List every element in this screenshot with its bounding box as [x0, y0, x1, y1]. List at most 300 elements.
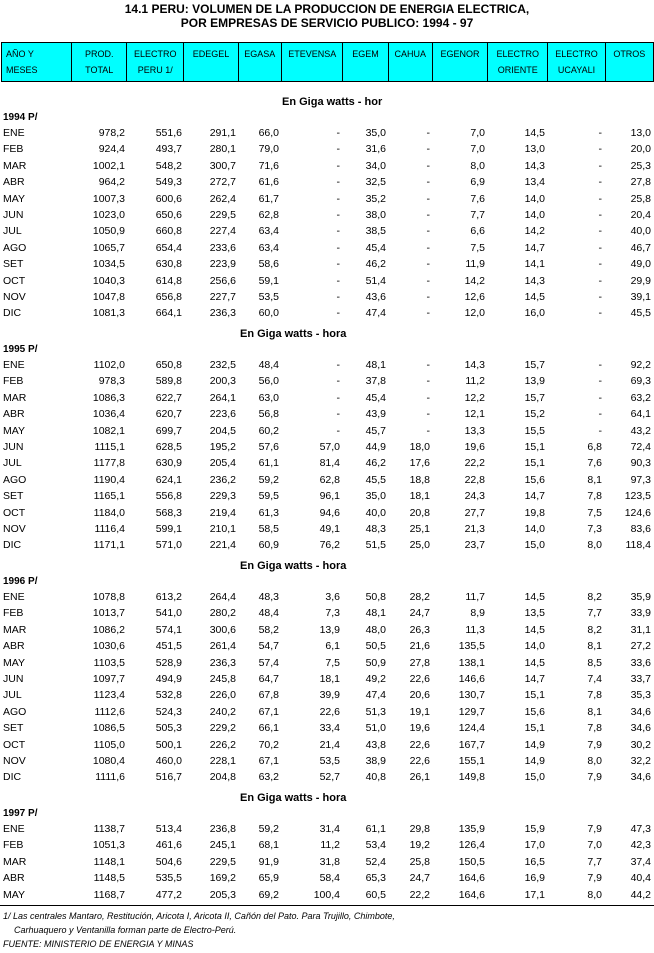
row-cell: 1051,3: [92, 839, 125, 852]
row-cell: 59,2: [258, 823, 279, 835]
table-row: [0, 258, 654, 274]
row-cell: 13,4: [524, 176, 545, 189]
row-cell: 20,0: [630, 143, 651, 156]
row-cell: 51,3: [365, 705, 386, 718]
row-cell: 1112,6: [94, 705, 125, 718]
row-month: MAR: [3, 391, 27, 404]
row-cell: 654,4: [155, 241, 182, 254]
table-row: [0, 291, 654, 307]
row-cell: 7,0: [587, 839, 602, 852]
row-cell: 45,7: [365, 424, 386, 437]
row-cell: 15,0: [524, 539, 545, 552]
row-cell: 90,3: [630, 457, 651, 470]
column-header-line2: TOTAL: [85, 65, 114, 75]
table-row: [0, 359, 654, 375]
row-cell: 11,9: [465, 258, 485, 271]
row-cell: 13,9: [319, 623, 340, 636]
row-cell: 21,3: [464, 523, 485, 535]
row-cell: 34,0: [365, 159, 386, 172]
column-header-line2: PERU 1/: [137, 65, 173, 75]
row-cell: 204,5: [209, 424, 236, 437]
row-cell: 7,7: [470, 209, 485, 221]
row-cell: -: [336, 391, 340, 404]
row-cell: 53,5: [319, 755, 340, 767]
table-row: [0, 143, 654, 159]
row-cell: 43,9: [365, 408, 386, 421]
row-cell: 1148,1: [93, 855, 125, 868]
row-cell: 60,2: [258, 424, 279, 437]
row-cell: 70,2: [258, 738, 279, 751]
row-cell: 7,9: [587, 872, 602, 885]
row-cell: 16,0: [524, 307, 545, 320]
row-cell: 548,2: [155, 159, 182, 172]
row-cell: -: [336, 375, 340, 388]
row-cell: 7,9: [587, 823, 602, 835]
row-cell: 7,5: [470, 241, 485, 254]
table-row: [0, 523, 654, 539]
column-header-row: [1, 42, 654, 82]
row-cell: 63,2: [630, 391, 651, 404]
row-cell: 29,8: [409, 823, 430, 835]
row-cell: 48,1: [365, 359, 386, 371]
row-cell: 63,4: [258, 241, 279, 254]
row-cell: 1105,0: [93, 738, 125, 751]
row-cell: 13,3: [464, 424, 485, 437]
row-cell: -: [426, 359, 430, 371]
row-month: MAY: [3, 656, 25, 669]
section-year-label: 1996 P/: [3, 576, 38, 587]
row-cell: 35,9: [630, 591, 651, 603]
row-cell: 6,1: [325, 640, 340, 653]
row-cell: 26,1: [409, 771, 430, 784]
row-month: ENE: [3, 823, 25, 835]
row-cell: 24,7: [409, 872, 430, 885]
column-header: [488, 43, 548, 82]
table-row: [0, 591, 654, 607]
row-cell: 620,7: [155, 408, 182, 421]
row-month: NOV: [3, 755, 26, 767]
row-cell: 64,1: [630, 408, 651, 421]
row-cell: -: [336, 274, 340, 287]
row-month: NOV: [3, 291, 26, 303]
row-cell: 7,9: [587, 738, 602, 751]
table-row: [0, 624, 654, 640]
row-cell: 48,3: [258, 591, 279, 603]
row-cell: 656,8: [155, 291, 182, 303]
row-cell: 8,2: [587, 591, 602, 603]
row-cell: -: [426, 391, 430, 404]
row-cell: 7,7: [587, 607, 602, 620]
row-cell: 25,1: [409, 523, 430, 535]
row-cell: 12,6: [464, 291, 485, 303]
row-cell: 17,1: [524, 888, 545, 901]
row-cell: 39,9: [319, 689, 340, 702]
row-cell: 13,0: [630, 127, 651, 139]
row-month: ABR: [3, 872, 25, 885]
row-cell: 14,0: [524, 209, 545, 221]
row-cell: 6,9: [470, 176, 485, 189]
row-cell: 19,6: [464, 441, 485, 453]
column-header: [184, 43, 238, 82]
row-cell: 22,6: [409, 673, 430, 685]
row-cell: 60,5: [365, 888, 386, 901]
table-row: [0, 490, 654, 506]
row-cell: 219,4: [209, 506, 236, 519]
row-cell: 23,7: [464, 539, 485, 552]
row-cell: 49,2: [365, 673, 386, 685]
row-cell: -: [426, 241, 430, 254]
row-cell: 27,8: [409, 656, 430, 669]
row-cell: 15,5: [524, 424, 545, 437]
row-cell: 7,0: [470, 127, 485, 139]
row-cell: 650,6: [155, 209, 182, 221]
column-header: [72, 43, 127, 82]
row-month: ENE: [3, 591, 25, 603]
row-cell: 14,9: [524, 755, 545, 767]
row-cell: 7,9: [587, 771, 602, 784]
row-cell: 68,1: [258, 839, 279, 852]
row-cell: 624,1: [155, 473, 182, 486]
row-cell: 31,4: [319, 823, 340, 835]
row-cell: 14,2: [464, 274, 485, 287]
row-cell: 513,4: [155, 823, 182, 835]
row-cell: 599,1: [155, 523, 182, 535]
row-cell: 15,2: [524, 408, 545, 421]
row-cell: 541,0: [155, 607, 182, 620]
column-header: [548, 43, 605, 82]
table-row: [0, 457, 654, 473]
table-row: [0, 673, 654, 689]
row-cell: 528,9: [155, 656, 182, 669]
row-cell: 14,5: [524, 623, 545, 636]
table-row: [0, 209, 654, 225]
row-cell: 167,7: [458, 738, 485, 751]
column-header-line1: CAHUA: [394, 49, 426, 59]
row-month: SET: [3, 722, 24, 735]
row-month: OCT: [3, 506, 26, 519]
row-cell: 118,4: [625, 539, 651, 552]
row-cell: -: [336, 159, 340, 172]
row-cell: 126,4: [458, 839, 485, 852]
row-cell: -: [336, 424, 340, 437]
row-month: FEB: [3, 143, 24, 156]
row-month: AGO: [3, 473, 27, 486]
row-cell: 14,5: [524, 656, 545, 669]
row-cell: 46,2: [365, 258, 386, 271]
row-cell: 7,8: [587, 490, 602, 503]
row-cell: 15,7: [524, 391, 545, 404]
row-cell: -: [336, 127, 340, 139]
row-cell: 97,3: [630, 473, 651, 486]
row-cell: 124,4: [458, 722, 485, 735]
row-month: FEB: [3, 607, 24, 620]
row-cell: 8,5: [587, 656, 602, 669]
row-cell: -: [426, 225, 430, 238]
row-cell: 27,8: [630, 176, 651, 189]
column-header-line1: ELECTRO: [133, 49, 177, 59]
row-cell: 45,5: [365, 473, 386, 486]
row-cell: 8,2: [587, 623, 602, 636]
row-cell: 261,4: [209, 640, 236, 653]
row-cell: 14,7: [524, 673, 545, 685]
row-month: DIC: [3, 307, 22, 320]
row-cell: 660,8: [155, 225, 182, 238]
row-cell: -: [426, 307, 430, 320]
row-cell: 46,7: [630, 241, 651, 254]
row-cell: 56,0: [258, 375, 279, 388]
row-cell: 664,1: [155, 307, 182, 320]
row-cell: 50,8: [365, 591, 386, 603]
row-cell: 227,7: [209, 291, 236, 303]
column-header-line1: OTROS: [613, 49, 646, 59]
row-cell: 20,6: [409, 689, 430, 702]
row-cell: -: [598, 209, 602, 221]
row-cell: 81,4: [319, 457, 340, 470]
row-cell: 15,9: [524, 823, 545, 835]
row-cell: 57,0: [319, 441, 340, 453]
row-cell: 8,1: [587, 640, 602, 653]
row-cell: -: [336, 408, 340, 421]
row-cell: -: [426, 408, 430, 421]
row-cell: 38,5: [365, 225, 386, 238]
row-cell: 22,8: [464, 473, 485, 486]
table-row: [0, 176, 654, 192]
row-cell: 72,4: [630, 441, 651, 453]
row-cell: 226,2: [209, 738, 236, 751]
row-cell: 53,5: [258, 291, 279, 303]
row-cell: 1102,0: [93, 359, 125, 371]
row-cell: 135,5: [458, 640, 485, 653]
row-cell: 69,3: [630, 375, 651, 388]
row-cell: 52,7: [319, 771, 340, 784]
row-cell: 130,7: [458, 689, 485, 702]
row-cell: -: [598, 375, 602, 388]
column-header: [343, 43, 388, 82]
row-cell: 16,5: [524, 855, 545, 868]
row-cell: 556,8: [155, 490, 182, 503]
row-cell: 62,8: [319, 473, 340, 486]
title-line-1: 14.1 PERU: VOLUMEN DE LA PRODUCCION DE ENERGIA ELECTRICA,: [124, 2, 530, 16]
row-month: FEB: [3, 839, 24, 852]
row-cell: 1177,8: [93, 457, 125, 470]
row-cell: 7,8: [587, 722, 602, 735]
row-cell: 12,2: [464, 391, 485, 404]
row-cell: 49,0: [630, 258, 651, 271]
row-cell: 14,1: [524, 258, 545, 271]
table-row: [0, 856, 654, 872]
column-header: [388, 43, 432, 82]
row-cell: 61,3: [258, 506, 279, 519]
row-cell: 8,1: [587, 473, 602, 486]
row-cell: 1138,7: [93, 823, 125, 835]
row-cell: 7,3: [587, 523, 602, 535]
row-cell: -: [598, 225, 602, 238]
row-cell: 8,0: [587, 539, 602, 552]
row-cell: 45,5: [630, 307, 651, 320]
table-row: [0, 823, 654, 839]
row-cell: -: [426, 143, 430, 156]
row-cell: 300,7: [209, 159, 236, 172]
row-cell: 67,8: [258, 689, 279, 702]
row-cell: 630,8: [155, 258, 182, 271]
row-cell: 1081,3: [92, 307, 125, 320]
row-cell: 32,2: [630, 755, 651, 767]
row-month: NOV: [3, 523, 26, 535]
table-row: [0, 657, 654, 673]
row-cell: 280,2: [209, 607, 236, 620]
row-cell: 40,0: [365, 506, 386, 519]
table-row: [0, 375, 654, 391]
row-cell: 613,2: [155, 591, 182, 603]
row-month: JUN: [3, 209, 24, 221]
row-cell: 14,9: [524, 738, 545, 751]
row-cell: 20,8: [409, 506, 430, 519]
row-cell: 524,3: [155, 705, 182, 718]
row-cell: 59,1: [258, 274, 279, 287]
row-cell: 272,7: [209, 176, 236, 189]
row-cell: 63,0: [258, 391, 279, 404]
row-cell: 20,4: [630, 209, 651, 221]
row-cell: 614,8: [155, 274, 182, 287]
row-cell: -: [598, 424, 602, 437]
row-cell: -: [598, 274, 602, 287]
row-cell: 1168,7: [93, 888, 125, 901]
row-cell: 35,2: [365, 192, 386, 205]
row-cell: 67,1: [258, 705, 279, 718]
row-cell: 67,1: [258, 755, 279, 767]
row-cell: -: [336, 225, 340, 238]
row-cell: 45,4: [365, 241, 386, 254]
row-cell: 14,3: [524, 274, 545, 287]
row-cell: 1047,8: [92, 291, 125, 303]
section-unit-label: En Giga watts - hor: [282, 96, 383, 108]
row-cell: 1030,6: [92, 640, 125, 653]
row-cell: 477,2: [155, 888, 182, 901]
row-cell: 46,2: [365, 457, 386, 470]
row-cell: 14,5: [524, 291, 545, 303]
column-header-line1: EGASA: [244, 49, 276, 59]
row-month: AGO: [3, 241, 27, 254]
row-month: MAR: [3, 855, 27, 868]
row-cell: 229,5: [209, 855, 236, 868]
row-cell: 33,7: [630, 673, 651, 685]
row-cell: 461,6: [155, 839, 182, 852]
row-cell: 58,2: [258, 623, 279, 636]
row-cell: 1086,3: [92, 391, 125, 404]
row-cell: 1165,1: [93, 490, 125, 503]
row-cell: 15,1: [524, 441, 545, 453]
row-cell: 37,4: [630, 855, 651, 868]
row-cell: -: [336, 291, 340, 303]
row-cell: 8,9: [470, 607, 485, 620]
row-cell: 505,3: [155, 722, 182, 735]
row-cell: 25,3: [630, 159, 651, 172]
row-cell: 7,0: [470, 143, 485, 156]
row-cell: 61,7: [258, 192, 279, 205]
row-cell: 300,6: [209, 623, 236, 636]
row-month: JUL: [3, 225, 22, 238]
row-cell: 61,6: [258, 176, 279, 189]
footnote-2: Carhuaquero y Ventanilla forman parte de Electro-Perú.: [14, 925, 237, 935]
row-cell: 232,5: [209, 359, 236, 371]
row-cell: 25,0: [409, 539, 430, 552]
row-month: ABR: [3, 640, 25, 653]
row-cell: -: [426, 192, 430, 205]
row-cell: 47,4: [365, 307, 386, 320]
row-cell: 76,2: [319, 539, 340, 552]
row-cell: 34,6: [630, 705, 651, 718]
row-cell: 129,7: [458, 705, 485, 718]
table-row: [0, 722, 654, 738]
table-row: [0, 507, 654, 523]
row-cell: 1036,4: [92, 408, 125, 421]
row-cell: 13,5: [524, 607, 545, 620]
row-cell: 628,5: [155, 441, 182, 453]
row-cell: 63,4: [258, 225, 279, 238]
table-row: [0, 771, 654, 787]
row-cell: 15,1: [524, 689, 545, 702]
row-cell: 226,0: [209, 689, 236, 702]
row-cell: 66,0: [258, 127, 279, 139]
row-cell: 47,4: [365, 689, 386, 702]
row-cell: -: [598, 192, 602, 205]
column-header-line1: ELECTRO: [496, 49, 540, 59]
row-cell: 54,7: [258, 640, 279, 653]
row-cell: 14,3: [524, 159, 545, 172]
row-cell: 58,5: [258, 523, 279, 535]
row-cell: 1111,6: [95, 771, 125, 784]
row-cell: 978,2: [98, 127, 125, 139]
row-cell: 59,2: [258, 473, 279, 486]
row-cell: 1007,3: [92, 192, 125, 205]
row-cell: 71,6: [258, 159, 279, 172]
row-cell: -: [426, 258, 430, 271]
row-cell: 233,6: [209, 241, 236, 254]
row-cell: 630,9: [155, 457, 182, 470]
row-cell: 38,0: [365, 209, 386, 221]
row-month: DIC: [3, 539, 22, 552]
section-unit-label: En Giga watts - hora: [240, 560, 347, 572]
column-header: [605, 43, 653, 82]
row-cell: 1184,0: [93, 506, 125, 519]
row-cell: 1086,2: [92, 623, 125, 636]
row-cell: -: [426, 127, 430, 139]
row-cell: 51,5: [365, 539, 386, 552]
column-header: [238, 43, 281, 82]
row-cell: 1148,5: [93, 872, 125, 885]
row-cell: -: [336, 176, 340, 189]
row-cell: 236,3: [209, 307, 236, 320]
row-cell: 13,0: [524, 143, 545, 156]
column-header: [2, 43, 72, 82]
row-cell: 291,1: [209, 127, 236, 139]
row-month: SET: [3, 490, 24, 503]
row-cell: 60,0: [258, 307, 279, 320]
row-cell: 146,6: [458, 673, 485, 685]
row-cell: 59,5: [258, 490, 279, 503]
table-row: [0, 755, 654, 771]
row-cell: 21,6: [409, 640, 430, 653]
row-cell: 11,2: [320, 839, 340, 852]
table-row: [0, 706, 654, 722]
row-cell: 57,4: [258, 656, 279, 669]
row-cell: 28,2: [409, 591, 430, 603]
row-cell: 11,2: [465, 375, 485, 388]
row-cell: -: [598, 359, 602, 371]
table-row: [0, 392, 654, 408]
row-cell: 15,6: [524, 705, 545, 718]
row-cell: 22,2: [464, 457, 485, 470]
